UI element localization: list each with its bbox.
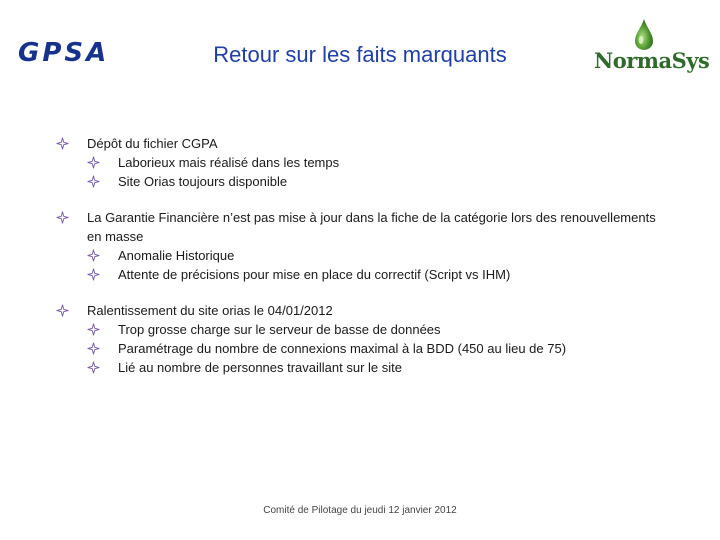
four-point-star-bullet-icon xyxy=(56,304,69,317)
water-drop-icon xyxy=(632,18,656,52)
four-point-star-bullet-icon xyxy=(87,268,100,281)
bullet-group xyxy=(56,208,656,284)
slide-title: Retour sur les faits marquants xyxy=(213,42,507,67)
normasys-wordmark: NormaSys xyxy=(594,48,710,73)
four-point-star-bullet-icon xyxy=(56,211,69,224)
four-point-star-bullet-icon xyxy=(87,361,100,374)
normasys-logo xyxy=(594,18,710,80)
gpsa-logo: GPSA xyxy=(18,38,110,68)
sub-bullet-text: Lié au nombre de personnes travaillant sur le site xyxy=(118,360,402,375)
bullet-text: Ralentissement du site orias le 04/01/2012 xyxy=(87,303,333,318)
bullet-list xyxy=(56,134,656,394)
four-point-star-bullet-icon xyxy=(87,156,100,169)
bullet-item-level2 xyxy=(56,320,656,339)
bullet-group xyxy=(56,134,656,191)
bullet-item-level2 xyxy=(56,153,656,172)
bullet-text: Dépôt du fichier CGPA xyxy=(87,136,218,151)
footer-text: Comité de Pilotage du jeudi 12 janvier 2012 xyxy=(263,505,457,516)
sub-bullet-text: Attente de précisions pour mise en place du correctif (Script vs IHM) xyxy=(118,267,511,282)
four-point-star-bullet-icon xyxy=(87,249,100,262)
bullet-item-level2 xyxy=(56,339,656,358)
bullet-item-level1 xyxy=(56,208,656,246)
bullet-text: La Garantie Financière n’est pas mise à jour dans la fiche de la catégorie lors des renouvellements en masse xyxy=(87,210,656,244)
sub-bullet-text: Trop grosse charge sur le serveur de basse de données xyxy=(118,322,441,337)
bullet-item-level2 xyxy=(56,246,656,265)
sub-bullet-text: Anomalie Historique xyxy=(118,248,235,263)
bullet-item-level2 xyxy=(56,358,656,377)
four-point-star-bullet-icon xyxy=(87,175,100,188)
four-point-star-bullet-icon xyxy=(87,342,100,355)
bullet-item-level1 xyxy=(56,301,656,320)
bullet-group xyxy=(56,301,656,377)
bullet-item-level1 xyxy=(56,134,656,153)
four-point-star-bullet-icon xyxy=(87,323,100,336)
four-point-star-bullet-icon xyxy=(56,137,69,150)
sub-bullet-text: Laborieux mais réalisé dans les temps xyxy=(118,155,340,170)
sub-bullet-text: Paramétrage du nombre de connexions maximal à la BDD (450 au lieu de 75) xyxy=(118,341,567,356)
sub-bullet-text: Site Orias toujours disponible xyxy=(118,174,288,189)
bullet-item-level2 xyxy=(56,265,656,284)
bullet-item-level2 xyxy=(56,172,656,191)
